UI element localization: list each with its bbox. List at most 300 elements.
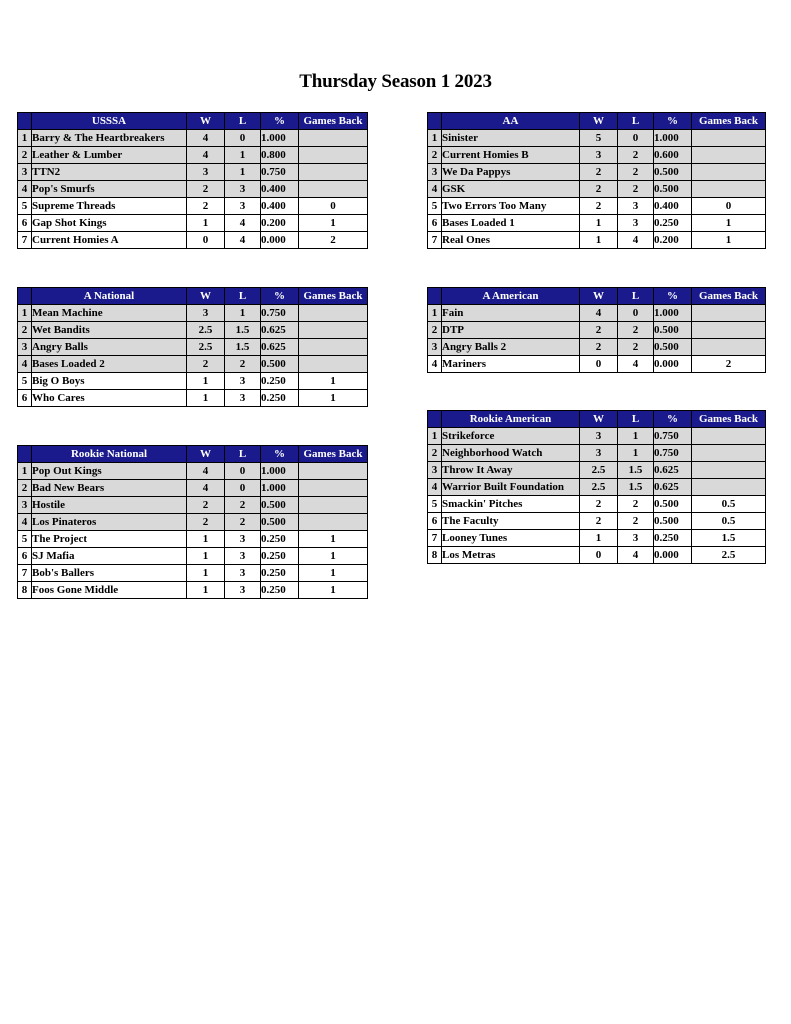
wins-cell: 2 [187,497,225,514]
games-back-cell [299,356,368,373]
losses-cell: 4 [618,232,654,249]
losses-cell: 3 [225,390,261,407]
losses-cell: 0 [225,463,261,480]
wins-cell: 4 [187,147,225,164]
team-name-cell: Bad New Bears [32,480,187,497]
games-back-cell: 0 [692,198,766,215]
wins-cell: 3 [187,164,225,181]
losses-header: L [618,113,654,130]
wins-cell: 1 [187,390,225,407]
losses-cell: 4 [225,232,261,249]
games-back-cell [692,305,766,322]
wins-cell: 5 [580,130,618,147]
team-name-cell: Bob's Ballers [32,565,187,582]
wins-header: W [580,288,618,305]
rank-cell: 1 [18,463,32,480]
games-back-cell: 1 [692,215,766,232]
games-back-cell: 0.5 [692,496,766,513]
standings-table-usssa [17,112,368,249]
team-name-cell: We Da Pappys [442,164,580,181]
team-name-cell: Bases Loaded 1 [442,215,580,232]
table-header-row [428,113,766,130]
percentage-cell: 0.000 [654,547,692,564]
rank-cell: 7 [428,530,442,547]
games-back-cell [299,339,368,356]
table-row [428,198,766,215]
table-row [428,547,766,564]
losses-cell: 3 [225,181,261,198]
games-back-cell [299,305,368,322]
division-name: A American [442,288,580,305]
team-name-cell: Hostile [32,497,187,514]
wins-cell: 3 [580,428,618,445]
losses-cell: 4 [618,547,654,564]
percentage-cell: 0.200 [654,232,692,249]
team-name-cell: Bases Loaded 2 [32,356,187,373]
team-name-cell: Sinister [442,130,580,147]
games-back-cell: 1.5 [692,530,766,547]
percentage-cell: 0.800 [261,147,299,164]
wins-cell: 1 [187,565,225,582]
table-row [18,181,368,198]
team-name-cell: Los Metras [442,547,580,564]
rank-cell: 1 [428,428,442,445]
losses-cell: 1 [225,305,261,322]
team-name-cell: SJ Mafia [32,548,187,565]
team-name-cell: GSK [442,181,580,198]
losses-cell: 3 [225,373,261,390]
table-row [428,232,766,249]
percentage-cell: 1.000 [261,480,299,497]
wins-cell: 4 [580,305,618,322]
team-name-cell: Two Errors Too Many [442,198,580,215]
wins-cell: 0 [187,232,225,249]
percentage-cell: 0.500 [261,514,299,531]
games-back-cell: 1 [692,232,766,249]
percentage-cell: 0.250 [654,530,692,547]
games-back-header: Games Back [692,113,766,130]
games-back-header: Games Back [299,446,368,463]
games-back-cell: 1 [299,373,368,390]
percentage-header: % [654,411,692,428]
team-name-cell: Pop's Smurfs [32,181,187,198]
losses-cell: 3 [618,530,654,547]
losses-cell: 2 [618,322,654,339]
wins-cell: 2 [580,513,618,530]
rank-header [428,288,442,305]
team-name-cell: Mean Machine [32,305,187,322]
team-name-cell: Wet Bandits [32,322,187,339]
wins-cell: 1 [187,548,225,565]
team-name-cell: Fain [442,305,580,322]
team-name-cell: Leather & Lumber [32,147,187,164]
table-row [428,130,766,147]
wins-cell: 1 [187,373,225,390]
rank-cell: 5 [428,198,442,215]
wins-cell: 2 [580,339,618,356]
wins-cell: 1 [187,215,225,232]
rank-cell: 6 [18,548,32,565]
games-back-cell: 1 [299,215,368,232]
percentage-cell: 0.625 [261,322,299,339]
games-back-cell: 1 [299,390,368,407]
table-row [18,147,368,164]
percentage-cell: 0.000 [261,232,299,249]
rank-cell: 7 [428,232,442,249]
games-back-cell: 0.5 [692,513,766,530]
wins-cell: 2 [580,198,618,215]
table-header-row [428,288,766,305]
team-name-cell: Angry Balls 2 [442,339,580,356]
percentage-cell: 0.200 [261,215,299,232]
team-name-cell: Supreme Threads [32,198,187,215]
rank-cell: 4 [428,356,442,373]
wins-cell: 0 [580,356,618,373]
rank-cell: 8 [428,547,442,564]
games-back-cell: 2 [692,356,766,373]
losses-cell: 3 [225,198,261,215]
table-row [428,445,766,462]
rank-cell: 2 [18,480,32,497]
table-row [428,215,766,232]
table-row [428,479,766,496]
wins-cell: 0 [580,547,618,564]
losses-cell: 4 [225,215,261,232]
percentage-cell: 1.000 [654,130,692,147]
rank-cell: 3 [428,339,442,356]
team-name-cell: Current Homies B [442,147,580,164]
percentage-cell: 0.250 [261,390,299,407]
percentage-cell: 0.750 [261,164,299,181]
wins-cell: 2 [187,514,225,531]
table-header-row [18,446,368,463]
losses-cell: 3 [225,548,261,565]
table-header-row [18,288,368,305]
losses-header: L [225,446,261,463]
table-row [18,356,368,373]
wins-cell: 1 [580,232,618,249]
table-row [18,305,368,322]
table-row [18,463,368,480]
percentage-header: % [654,288,692,305]
percentage-cell: 0.250 [261,531,299,548]
team-name-cell: Strikeforce [442,428,580,445]
table-row [18,339,368,356]
wins-cell: 2.5 [580,479,618,496]
percentage-cell: 0.625 [654,462,692,479]
team-name-cell: The Faculty [442,513,580,530]
rank-cell: 5 [18,198,32,215]
table-row [428,339,766,356]
team-name-cell: Angry Balls [32,339,187,356]
percentage-cell: 0.600 [654,147,692,164]
team-name-cell: TTN2 [32,164,187,181]
games-back-cell [299,181,368,198]
team-name-cell: Throw It Away [442,462,580,479]
rank-cell: 7 [18,232,32,249]
rank-header [428,113,442,130]
wins-header: W [580,411,618,428]
standings-table-rookie-american [427,410,766,564]
division-name: Rookie American [442,411,580,428]
percentage-cell: 0.250 [654,215,692,232]
table-row [18,582,368,599]
games-back-cell: 0 [299,198,368,215]
rank-cell: 3 [18,497,32,514]
rank-cell: 1 [428,305,442,322]
wins-cell: 4 [187,130,225,147]
table-row [428,496,766,513]
rank-cell: 3 [428,164,442,181]
table-row [18,548,368,565]
rank-cell: 3 [428,462,442,479]
wins-cell: 3 [580,445,618,462]
wins-header: W [187,113,225,130]
wins-header: W [580,113,618,130]
losses-cell: 1.5 [618,479,654,496]
rank-cell: 8 [18,582,32,599]
rank-cell: 4 [18,181,32,198]
team-name-cell: Los Pinateros [32,514,187,531]
percentage-cell: 0.400 [261,198,299,215]
table-row [428,181,766,198]
team-name-cell: Pop Out Kings [32,463,187,480]
losses-cell: 1.5 [618,462,654,479]
games-back-cell: 1 [299,548,368,565]
losses-header: L [618,411,654,428]
rank-cell: 5 [18,531,32,548]
losses-cell: 3 [225,582,261,599]
percentage-cell: 0.250 [261,373,299,390]
games-back-cell: 1 [299,531,368,548]
games-back-cell [692,445,766,462]
losses-cell: 2 [225,497,261,514]
losses-cell: 0 [225,480,261,497]
table-row [428,530,766,547]
percentage-cell: 0.500 [654,496,692,513]
percentage-cell: 0.250 [261,565,299,582]
table-row [428,428,766,445]
games-back-cell [692,147,766,164]
division-name: Rookie National [32,446,187,463]
rank-cell: 6 [18,215,32,232]
rank-header [18,446,32,463]
rank-cell: 4 [18,356,32,373]
wins-cell: 3 [187,305,225,322]
table-row [18,322,368,339]
team-name-cell: Gap Shot Kings [32,215,187,232]
rank-header [428,411,442,428]
table-row [18,514,368,531]
wins-cell: 4 [187,463,225,480]
games-back-cell [692,428,766,445]
percentage-cell: 0.400 [654,198,692,215]
losses-cell: 1.5 [225,322,261,339]
percentage-cell: 0.250 [261,548,299,565]
losses-cell: 3 [225,531,261,548]
wins-cell: 2 [580,164,618,181]
wins-header: W [187,288,225,305]
team-name-cell: Barry & The Heartbreakers [32,130,187,147]
wins-cell: 4 [187,480,225,497]
percentage-cell: 0.500 [261,356,299,373]
losses-cell: 4 [618,356,654,373]
wins-cell: 1 [580,530,618,547]
losses-cell: 3 [618,198,654,215]
rank-cell: 2 [18,322,32,339]
losses-cell: 2 [225,514,261,531]
games-back-cell [299,463,368,480]
rank-cell: 6 [428,215,442,232]
division-name: AA [442,113,580,130]
games-back-cell [692,130,766,147]
losses-cell: 0 [618,305,654,322]
wins-cell: 2 [187,198,225,215]
percentage-cell: 0.500 [654,164,692,181]
team-name-cell: Who Cares [32,390,187,407]
wins-cell: 2 [187,181,225,198]
games-back-cell [692,164,766,181]
losses-cell: 1 [225,147,261,164]
games-back-header: Games Back [299,288,368,305]
rank-cell: 4 [428,181,442,198]
losses-cell: 2 [618,147,654,164]
table-row [18,215,368,232]
rank-cell: 4 [18,514,32,531]
percentage-cell: 0.750 [261,305,299,322]
rank-cell: 1 [18,130,32,147]
rank-header [18,113,32,130]
losses-cell: 2 [618,513,654,530]
percentage-header: % [261,446,299,463]
rank-cell: 1 [18,305,32,322]
table-header-row [18,113,368,130]
standings-table-a-american [427,287,766,373]
percentage-cell: 0.500 [261,497,299,514]
wins-cell: 3 [580,147,618,164]
table-row [18,565,368,582]
table-header-row [428,411,766,428]
percentage-cell: 0.500 [654,181,692,198]
games-back-cell [692,322,766,339]
losses-header: L [225,113,261,130]
percentage-cell: 0.750 [654,445,692,462]
percentage-cell: 1.000 [261,130,299,147]
table-row [18,373,368,390]
table-row [428,356,766,373]
games-back-cell [692,462,766,479]
wins-cell: 2 [580,181,618,198]
losses-cell: 2 [618,339,654,356]
wins-header: W [187,446,225,463]
rank-cell: 2 [428,147,442,164]
wins-cell: 2 [580,322,618,339]
wins-cell: 1 [580,215,618,232]
page-title: Thursday Season 1 2023 [299,71,492,92]
games-back-cell [299,322,368,339]
games-back-cell [299,514,368,531]
rank-cell: 2 [428,445,442,462]
games-back-cell: 2 [299,232,368,249]
percentage-cell: 0.625 [654,479,692,496]
table-row [428,147,766,164]
wins-cell: 2 [580,496,618,513]
table-row [18,480,368,497]
losses-cell: 1 [618,445,654,462]
wins-cell: 1 [187,531,225,548]
games-back-header: Games Back [692,411,766,428]
losses-cell: 1 [225,164,261,181]
percentage-cell: 0.750 [654,428,692,445]
team-name-cell: Current Homies A [32,232,187,249]
losses-cell: 2 [225,356,261,373]
games-back-cell [692,479,766,496]
division-name: USSSA [32,113,187,130]
table-row [428,305,766,322]
standings-table-a-national [17,287,368,407]
losses-cell: 3 [618,215,654,232]
percentage-cell: 0.000 [654,356,692,373]
table-row [18,390,368,407]
losses-cell: 2 [618,164,654,181]
percentage-cell: 0.500 [654,322,692,339]
percentage-cell: 0.400 [261,181,299,198]
rank-cell: 5 [18,373,32,390]
games-back-cell [299,480,368,497]
percentage-header: % [261,113,299,130]
percentage-cell: 0.500 [654,339,692,356]
team-name-cell: Real Ones [442,232,580,249]
games-back-cell [299,130,368,147]
rank-header [18,288,32,305]
rank-cell: 4 [428,479,442,496]
rank-cell: 1 [428,130,442,147]
games-back-header: Games Back [299,113,368,130]
wins-cell: 1 [187,582,225,599]
losses-header: L [225,288,261,305]
standings-table-aa [427,112,766,249]
games-back-cell: 2.5 [692,547,766,564]
percentage-cell: 1.000 [654,305,692,322]
games-back-cell [299,147,368,164]
table-row [18,198,368,215]
table-row [428,513,766,530]
team-name-cell: Big O Boys [32,373,187,390]
games-back-header: Games Back [692,288,766,305]
losses-cell: 1.5 [225,339,261,356]
table-row [18,531,368,548]
rank-cell: 6 [428,513,442,530]
table-row [18,130,368,147]
table-row [428,164,766,181]
wins-cell: 2.5 [580,462,618,479]
games-back-cell: 1 [299,582,368,599]
standings-table-rookie-national [17,445,368,599]
wins-cell: 2.5 [187,322,225,339]
team-name-cell: Foos Gone Middle [32,582,187,599]
rank-cell: 2 [428,322,442,339]
losses-cell: 0 [618,130,654,147]
table-row [428,462,766,479]
table-row [18,164,368,181]
team-name-cell: Looney Tunes [442,530,580,547]
losses-cell: 0 [225,130,261,147]
team-name-cell: Warrior Built Foundation [442,479,580,496]
rank-cell: 5 [428,496,442,513]
table-row [428,322,766,339]
wins-cell: 2.5 [187,339,225,356]
percentage-cell: 0.625 [261,339,299,356]
